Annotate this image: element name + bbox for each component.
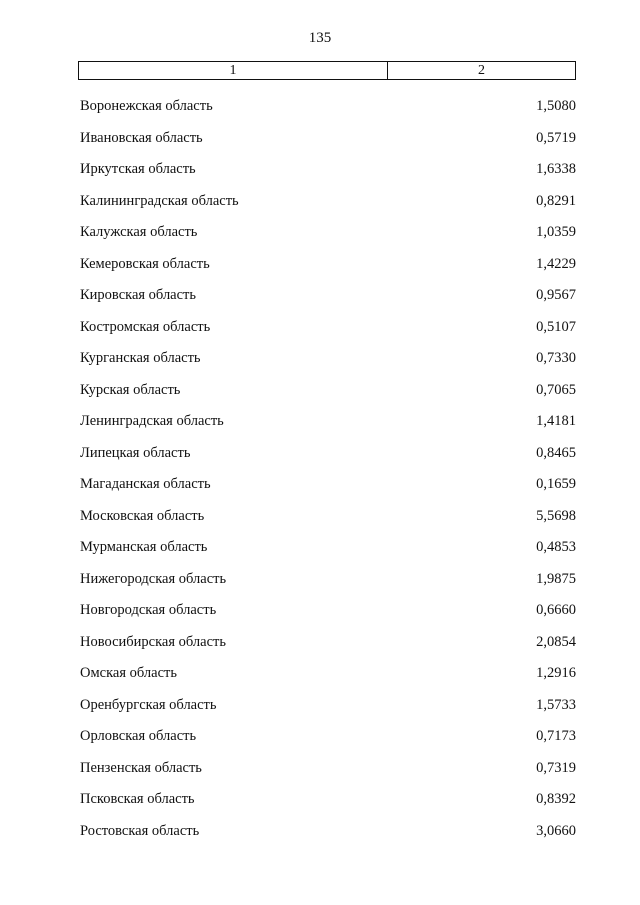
table-row [80,406,576,438]
region-name: Магаданская область [80,476,211,493]
region-name: Омская область [80,665,177,682]
table-row [80,343,576,375]
region-name: Иркутская область [80,161,196,178]
region-value: 1,4229 [536,255,576,272]
table-body [80,91,576,847]
table-row [80,312,576,344]
table-row [80,280,576,312]
table-row [80,627,576,659]
region-name: Орловская область [80,728,197,745]
region-value: 0,4853 [536,539,576,556]
region-name: Костромская область [80,318,211,335]
region-name: Липецкая область [80,444,191,461]
region-value: 1,5733 [536,696,576,713]
region-name: Курская область [80,381,181,398]
region-name: Кемеровская область [80,255,210,272]
region-value: 5,5698 [536,507,576,524]
table-row [80,249,576,281]
table-row [80,438,576,470]
region-value: 2,0854 [536,633,576,650]
table-row [80,564,576,596]
region-value: 3,0660 [536,822,576,839]
region-value: 0,8291 [536,192,576,209]
region-name: Оренбургская область [80,696,217,713]
region-value: 1,5080 [536,98,576,115]
table-row [80,469,576,501]
table-row [80,721,576,753]
table-row [80,532,576,564]
region-value: 1,2916 [536,665,576,682]
table-row [80,753,576,785]
region-name: Курганская область [80,350,201,367]
table-header [78,61,576,80]
region-name: Ленинградская область [80,413,224,430]
region-name: Калужская область [80,224,198,241]
region-name: Воронежская область [80,98,213,115]
region-name: Московская область [80,507,205,524]
region-name: Калининградская область [80,192,239,209]
region-value: 0,7065 [536,381,576,398]
table-row [80,501,576,533]
region-value: 0,8392 [536,791,576,808]
region-value: 0,6660 [536,602,576,619]
region-value: 1,9875 [536,570,576,587]
region-name: Ивановская область [80,129,203,146]
table-row [80,91,576,123]
region-value: 0,5107 [536,318,576,335]
region-value: 1,6338 [536,161,576,178]
region-value: 0,9567 [536,287,576,304]
region-value: 1,4181 [536,413,576,430]
region-name: Псковская область [80,791,195,808]
table-row [80,816,576,848]
page-number: 135 [308,30,332,46]
region-name: Нижегородская область [80,570,227,587]
table-row [80,186,576,218]
region-value: 0,7319 [536,759,576,776]
region-value: 0,8465 [536,444,576,461]
table-row [80,690,576,722]
table-row [80,154,576,186]
region-name: Новгородская область [80,602,217,619]
region-name: Кировская область [80,287,197,304]
table-row [80,595,576,627]
table-row [80,784,576,816]
region-value: 0,5719 [536,129,576,146]
region-name: Пензенская область [80,759,202,776]
region-name: Мурманская область [80,539,208,556]
region-value: 1,0359 [536,224,576,241]
region-name: Новосибирская область [80,633,226,650]
table-row [80,217,576,249]
region-value: 0,7330 [536,350,576,367]
table-row [80,123,576,155]
region-name: Ростовская область [80,822,200,839]
table-header-col2: 2 [478,62,485,78]
table-header-col1: 1 [79,62,388,79]
region-value: 0,1659 [536,476,576,493]
region-value: 0,7173 [536,728,576,745]
table-row [80,658,576,690]
table-row [80,375,576,407]
